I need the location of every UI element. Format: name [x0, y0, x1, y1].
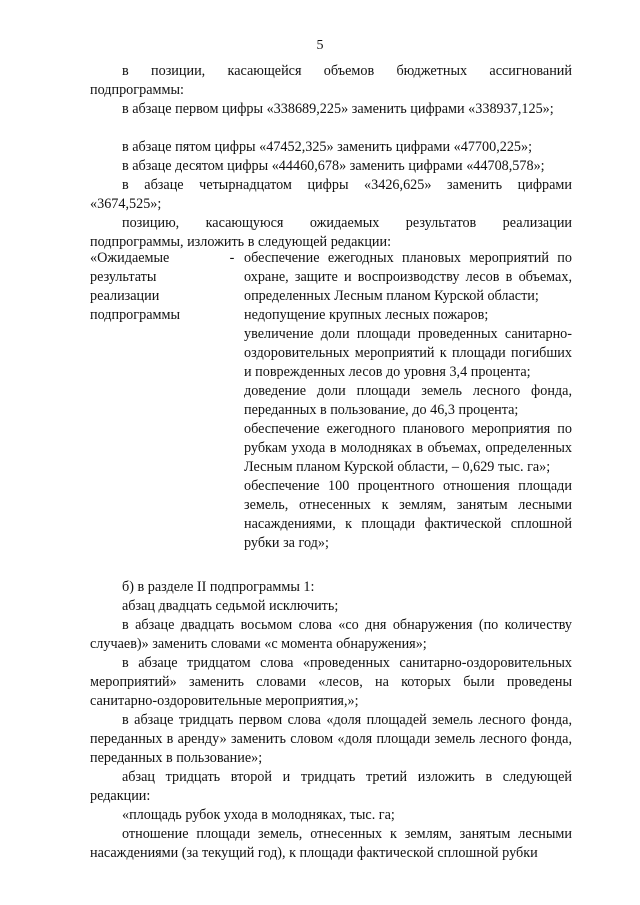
- paragraph-first-abzac: в абзаце первом цифры «338689,225» заменить цифрами «338937,125»;: [122, 101, 554, 117]
- table-label-line: подпрограммы: [90, 307, 180, 323]
- paragraph-quote-ratio: отношение площади земель, отнесенных к землям, занятым лесными насаждениями (за текущий год), к площади фактической сплошной рубки: [90, 826, 572, 861]
- table-label-cell: [90, 249, 220, 325]
- paragraph-tenth-abzac: в абзаце десятом цифры «44460,678» заменить цифрами «44708,578»;: [122, 158, 545, 174]
- result-item: доведение доли площади земель лесного фонда, переданных в пользование, до 46,3 процента;: [244, 383, 572, 418]
- table-dash: -: [229, 250, 235, 266]
- result-item: обеспечение 100 процентного отношения площади земель, отнесенных к землям, занятым лесными насаждениями, к площади фактической сплошной рубки за год»;: [244, 478, 572, 551]
- paragraph-fourteenth-abzac: в абзаце четырнадцатом цифры «3426,625» заменить цифрами «3674,525»;: [90, 177, 572, 212]
- result-item: недопущение крупных лесных пожаров;: [244, 307, 489, 323]
- table-label-line: реализации: [90, 288, 160, 304]
- table-content-cell: [244, 249, 572, 553]
- paragraph-abzac-27: абзац двадцать седьмой исключить;: [122, 598, 339, 614]
- page-number: 5: [316, 38, 324, 53]
- result-item: обеспечение ежегодного планового мероприятия по рубкам ухода в молодняках в объемах, определенных Лесным планом Курской области, – 0,629 тыс. га»;: [244, 421, 572, 475]
- result-item: увеличение доли площади проведенных санитарно-оздоровительных мероприятий к площади погибших и поврежденных лесов до уровня 3,4 процента;: [244, 326, 572, 380]
- paragraph-section-two: б) в разделе II подпрограммы 1:: [122, 579, 315, 595]
- paragraph-fifth-abzac: в абзаце пятом цифры «47452,325» заменить цифрами «47700,225»;: [122, 139, 533, 155]
- table-label-line: «Ожидаемые: [90, 250, 170, 266]
- result-item: обеспечение ежегодных плановых мероприятий по охране, защите и воспроизводству лесов в объемах, определенных Лесным планом Курской области;: [244, 250, 572, 304]
- paragraph-abzac-28: в абзаце двадцать восьмом слова «со дня обнаружения (по количеству случаев)» заменить словами «с момента обнаружения»;: [90, 617, 572, 652]
- paragraph-abzac-30: в абзаце тридцатом слова «проведенных санитарно-оздоровительных мероприятий» заменить словами «лесов, на которых были проведены санитарно-оздоровительные мероприятия,»;: [90, 655, 572, 709]
- paragraph-results-position: позицию, касающуюся ожидаемых результатов реализации подпрограммы, изложить в следующей редакции:: [90, 215, 572, 250]
- table-label-line: результаты: [90, 269, 157, 285]
- paragraph-abzac-31: в абзаце тридцать первом слова «доля площадей земель лесного фонда, переданных в аренду» заменить словом «доля площади земель лесного фонда, переданных в пользование»;: [90, 712, 572, 766]
- paragraph-abzac-32-33: абзац тридцать второй и тридцать третий изложить в следующей редакции:: [90, 769, 572, 804]
- paragraph-budget-position: в позиции, касающейся объемов бюджетных ассигнований подпрограммы:: [90, 63, 572, 98]
- paragraph-quote-area: «площадь рубок ухода в молодняках, тыс. га;: [122, 807, 395, 823]
